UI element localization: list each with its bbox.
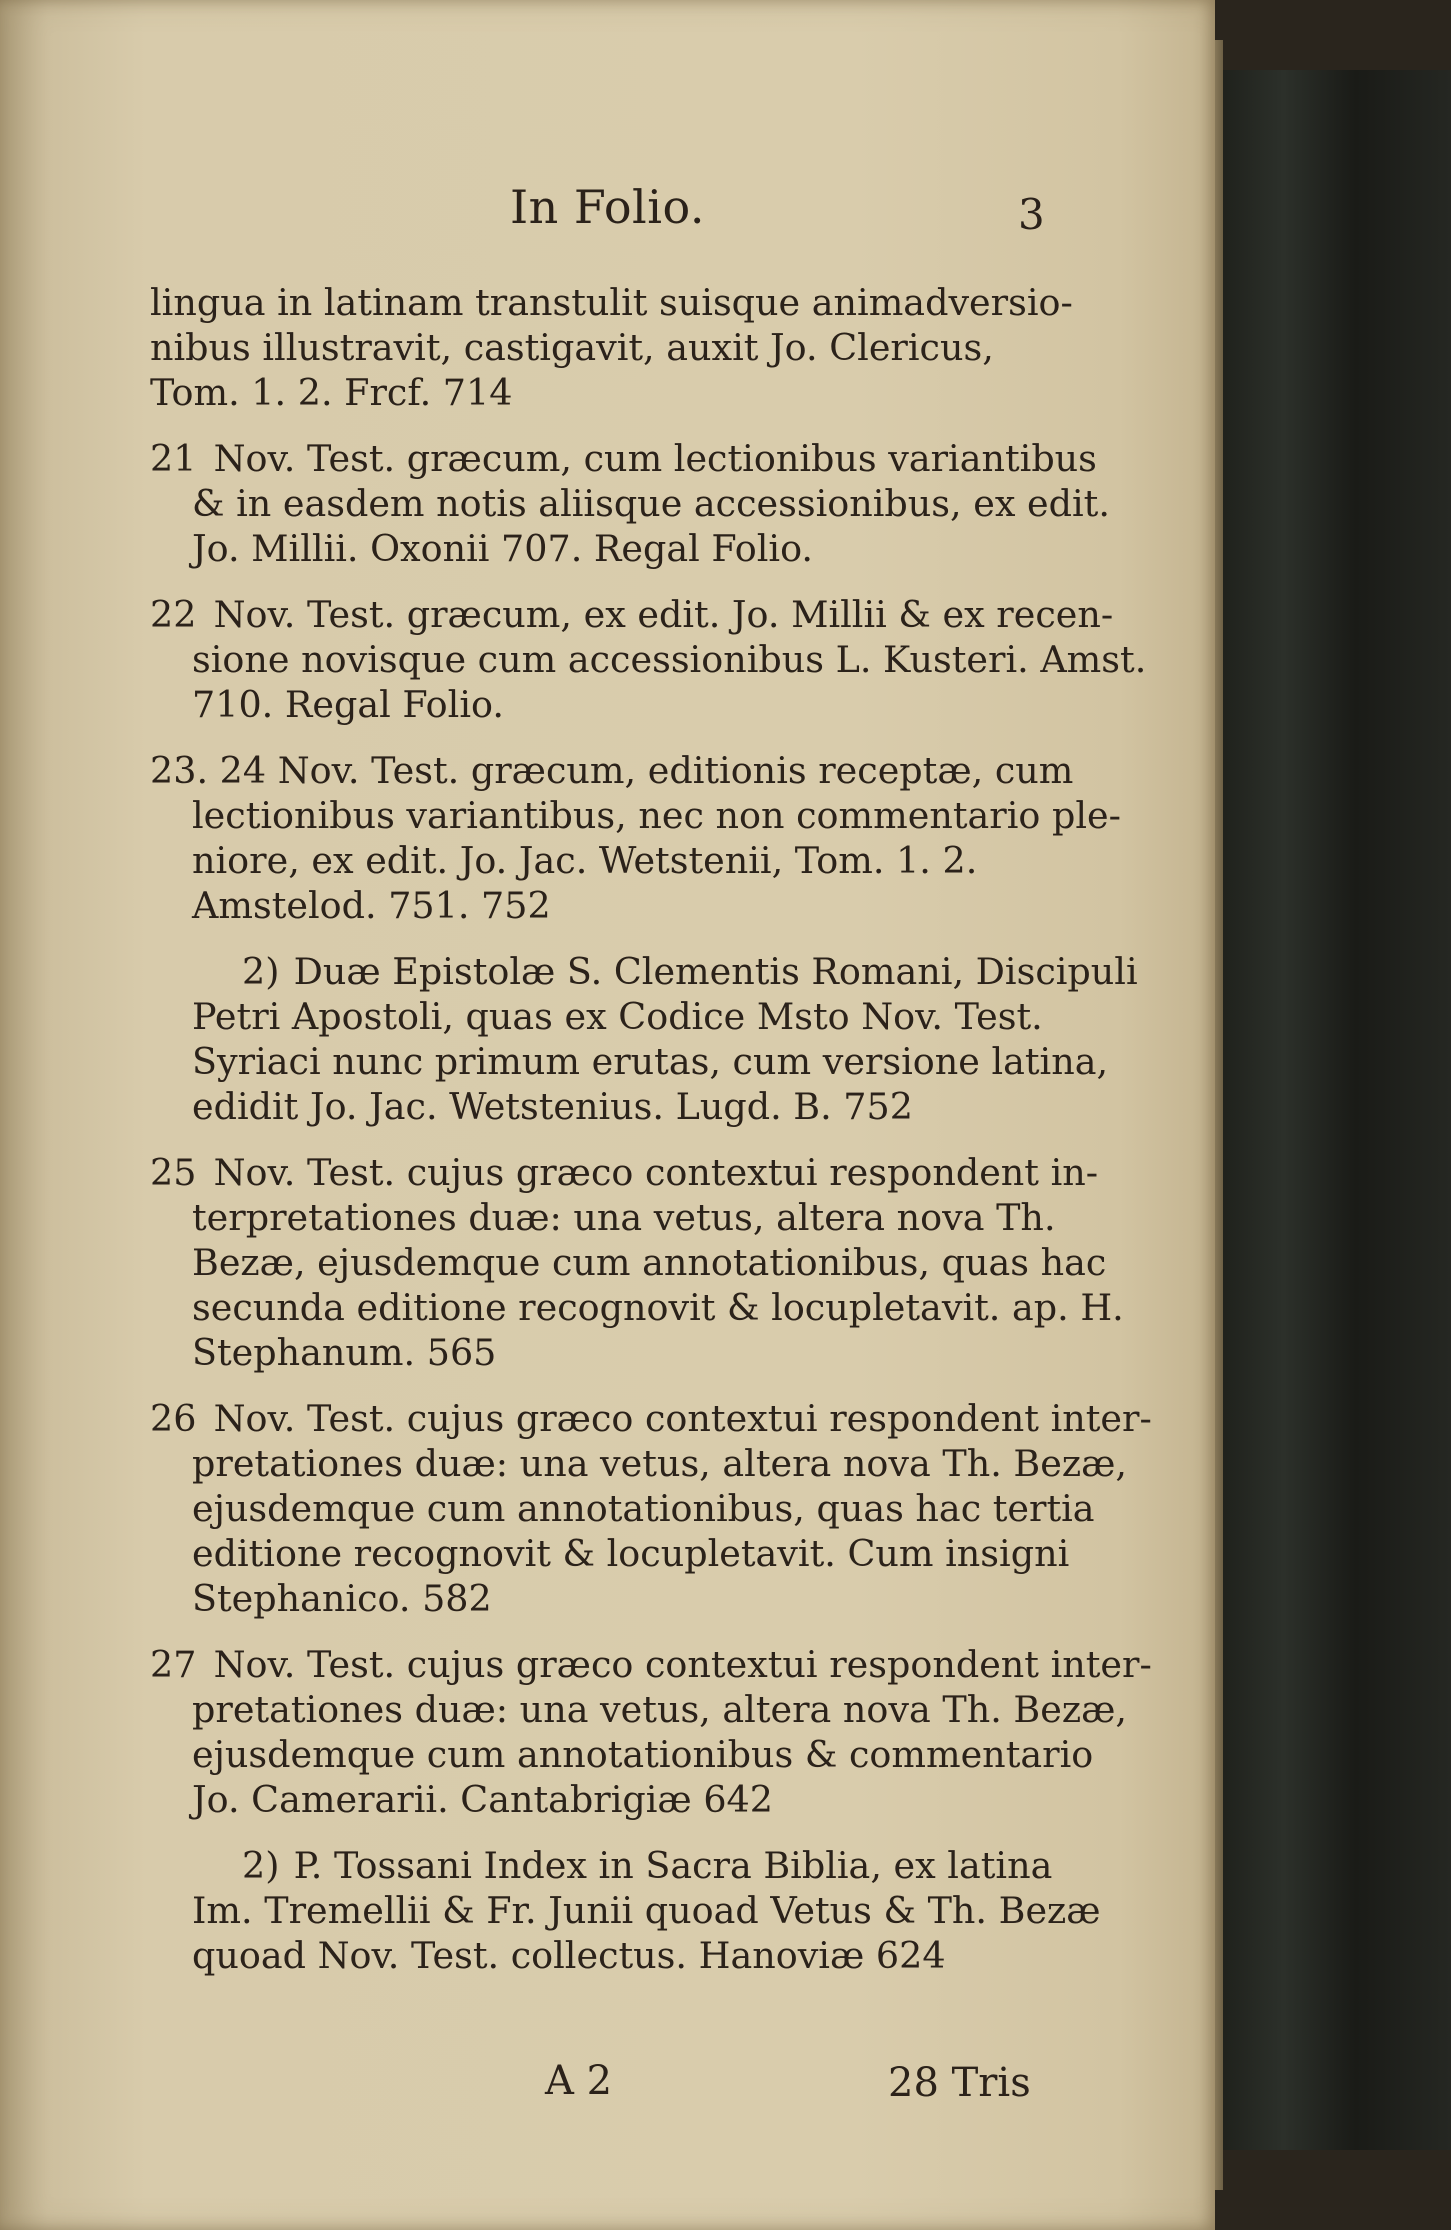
entry-line [150,1888,1101,1933]
catchword: 28 Tris [888,2060,1031,2106]
entry-line [150,1732,1094,1777]
entry-line [150,1396,1152,1441]
entry-line [150,1843,1053,1888]
entry-text: sione novisque cum accessionibus L. Kusteri. Amst. [192,638,1147,681]
entry-line [150,1441,1127,1486]
entry-line [150,1285,1124,1330]
entry-text: ejusdemque cum annotationibus & commentario [192,1733,1094,1776]
entry-line [150,1039,1109,1084]
entry-number: 26 [150,1397,197,1440]
entry-text: Petri Apostoli, quas ex Codice Msto Nov. Test. [192,995,1043,1038]
entry-line [150,793,1121,838]
entry-line [150,838,1050,883]
entry-text: Nov. Test. cujus græco contextui respondent inter- [213,1397,1152,1440]
entry-number: 23. 24 [150,749,267,792]
entry-line [150,436,1097,481]
entry-line [150,994,1050,1039]
page-number: 3 [1018,190,1045,239]
entry-text: quoad Nov. Test. collectus. Hanoviæ 624 [192,1934,946,1977]
entry-text: Jo. Camerarii. Cantabrigiæ 642 [192,1778,774,1821]
catalogue-entry [150,1150,1124,1375]
entry-number: 22 [150,593,197,636]
entry-line [150,748,1074,793]
entry-text: lingua in latinam transtulit suisque animadversio- [150,281,1073,324]
entry-line [150,1777,1050,1822]
entry-line [150,682,1050,727]
entry-line [150,325,1050,370]
entry-text: Jo. Millii. Oxonii 707. Regal Folio. [192,527,813,570]
entry-line [150,1150,1099,1195]
entry-line [150,526,1050,571]
entry-text: secunda editione recognovit & locupletavit. ap. H. [192,1286,1124,1329]
running-header: In Folio. [510,180,705,234]
entry-line [150,592,1114,637]
entry-text: Bezæ, ejusdemque cum annotationibus, quas hac [192,1241,1107,1284]
catalogue-entries [150,280,1152,1999]
entry-text: Stephanum. 565 [192,1331,497,1374]
entry-line [150,1486,1095,1531]
entry-line [150,1933,1050,1978]
entry-line [150,1240,1107,1285]
catalogue-entry [150,280,1073,415]
entry-line [150,370,1050,415]
entry-line [150,1576,1050,1621]
entry-line [150,1642,1152,1687]
entry-number: 25 [150,1151,197,1194]
entry-line [150,883,1050,928]
entry-line [150,949,1138,994]
catalogue-entry [150,1843,1101,1978]
entry-line [150,1687,1127,1732]
entry-line [150,280,1073,325]
entry-line [150,1531,1070,1576]
entry-number: 2) [242,950,280,993]
entry-text: Nov. Test. græcum, editionis receptæ, cum [277,749,1074,792]
entry-text: 710. Regal Folio. [192,683,504,726]
entry-text: Nov. Test. græcum, cum lectionibus variantibus [213,437,1097,480]
entry-line [150,1084,1050,1129]
entry-line [150,637,1147,682]
entry-text: & in easdem notis aliisque accessionibus, ex edit. [192,482,1110,525]
entry-text: Nov. Test. græcum, ex edit. Jo. Millii & ex recen- [213,593,1114,636]
entry-text: editione recognovit & locupletavit. Cum insigni [192,1532,1070,1575]
entry-text: pretationes duæ: una vetus, altera nova Th. Bezæ, [192,1442,1127,1485]
book-binding [1212,70,1451,2150]
entry-text: niore, ex edit. Jo. Jac. Wetstenii, Tom. 1. 2. [192,839,978,882]
entry-text: P. Tossani Index in Sacra Biblia, ex latina [293,1844,1053,1887]
entry-number: 2) [242,1844,280,1887]
catalogue-entry [150,1396,1152,1621]
entry-line [150,481,1110,526]
entry-text: Tom. 1. 2. Frcf. 714 [150,371,513,414]
entry-line [150,1330,1050,1375]
entry-text: lectionibus variantibus, nec non commentario ple- [192,794,1121,837]
catalogue-entry [150,748,1121,928]
entry-text: pretationes duæ: una vetus, altera nova Th. Bezæ, [192,1688,1127,1731]
entry-text: Amstelod. 751. 752 [192,884,551,927]
entry-text: terpretationes duæ: una vetus, altera nova Th. [192,1196,1056,1239]
entry-number: 27 [150,1643,197,1686]
entry-text: Nov. Test. cujus græco contextui respondent inter- [213,1643,1152,1686]
entry-line [150,1195,1056,1240]
entry-number: 21 [150,437,197,480]
catalogue-entry [150,1642,1152,1822]
entry-text: edidit Jo. Jac. Wetstenius. Lugd. B. 752 [192,1085,913,1128]
entry-text: Nov. Test. cujus græco contextui respondent in- [213,1151,1099,1194]
catalogue-entry [150,949,1138,1129]
catalogue-entry [150,436,1110,571]
entry-text: nibus illustravit, castigavit, auxit Jo. Clericus, [150,326,994,369]
signature-mark: A 2 [545,2058,613,2104]
entry-text: ejusdemque cum annotationibus, quas hac tertia [192,1487,1095,1530]
entry-text: Stephanico. 582 [192,1577,492,1620]
entry-text: Duæ Epistolæ S. Clementis Romani, Discipuli [293,950,1138,993]
catalogue-entry [150,592,1147,727]
entry-text: Im. Tremellii & Fr. Junii quoad Vetus & Th. Bezæ [192,1889,1101,1932]
entry-text: Syriaci nunc primum erutas, cum versione latina, [192,1040,1109,1083]
